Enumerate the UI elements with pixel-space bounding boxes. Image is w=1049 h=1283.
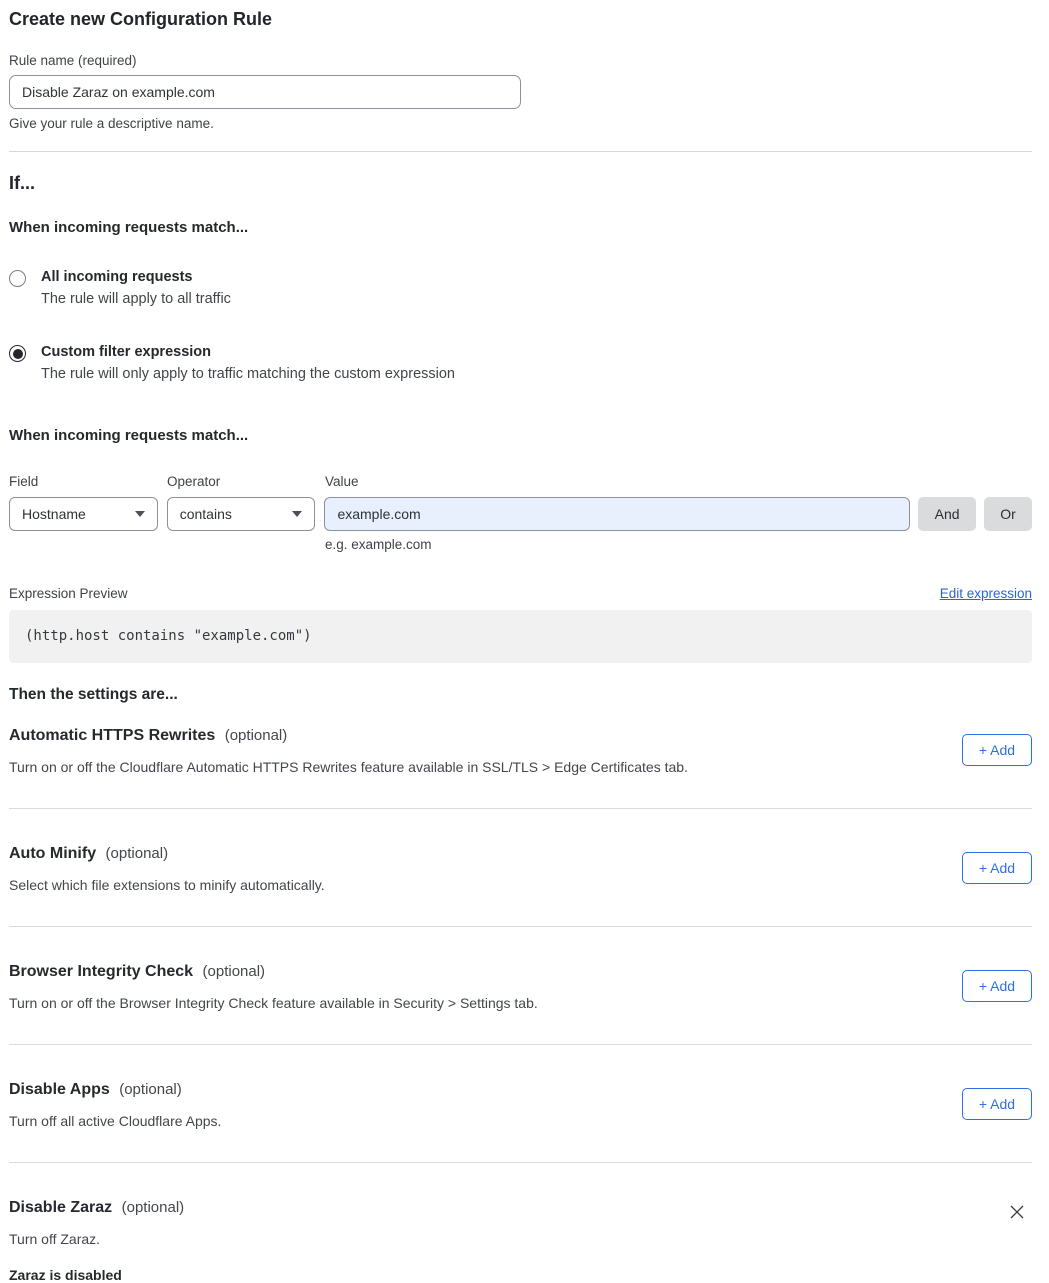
setting-automatic-https-rewrites (9, 704, 1032, 809)
value-label: Value (325, 474, 359, 489)
setting-optional-tag: (optional) (202, 963, 266, 980)
add-disable-apps-button[interactable]: + Add (962, 1088, 1032, 1120)
zaraz-status-text: Zaraz is disabled (9, 1267, 122, 1283)
setting-title: Disable Zaraz (9, 1199, 113, 1216)
add-auto-minify-button[interactable]: + Add (962, 852, 1032, 884)
if-heading: If... (9, 173, 35, 193)
chevron-down-icon (292, 511, 302, 517)
radio-all-incoming-label: All incoming requests (41, 269, 193, 285)
radio-custom-filter-description: The rule will only apply to traffic matching the custom expression (41, 366, 455, 382)
setting-optional-tag: (optional) (105, 845, 169, 862)
configuration-rule-form (9, 9, 1032, 1283)
remove-disable-zaraz-button[interactable] (1008, 1203, 1026, 1221)
and-button[interactable]: And (918, 497, 976, 531)
rule-name-helper: Give your rule a descriptive name. (9, 116, 214, 131)
field-select-value: Hostname (22, 506, 86, 522)
setting-description: Turn off Zaraz. (9, 1231, 101, 1247)
field-select[interactable] (9, 497, 158, 531)
setting-disable-apps (9, 1045, 1032, 1163)
field-label: Field (9, 474, 39, 489)
expression-preview-header (9, 586, 1032, 601)
operator-label: Operator (167, 474, 221, 489)
expression-preview-code: (http.host contains "example.com") (9, 610, 1032, 663)
setting-title: Browser Integrity Check (9, 963, 194, 980)
setting-description: Turn on or off the Browser Integrity Check feature available in Security > Settings tab. (9, 995, 538, 1011)
setting-optional-tag: (optional) (119, 1081, 182, 1098)
setting-optional-tag: (optional) (224, 727, 288, 744)
setting-description: Turn off all active Cloudflare Apps. (9, 1113, 222, 1129)
setting-description: Select which file extensions to minify automatically. (9, 877, 325, 893)
rule-name-input[interactable] (9, 75, 521, 109)
expression-builder-heading: When incoming requests match... (9, 427, 249, 444)
expression-builder-labels (9, 474, 1032, 489)
setting-title: Disable Apps (9, 1081, 110, 1098)
radio-all-incoming-requests[interactable] (9, 269, 1032, 307)
operator-select-value: contains (179, 506, 232, 522)
add-automatic-https-rewrites-button[interactable]: + Add (962, 734, 1032, 766)
radio-custom-filter-expression[interactable] (9, 344, 1032, 382)
setting-browser-integrity-check (9, 927, 1032, 1045)
setting-disable-zaraz (9, 1163, 1032, 1283)
close-icon (1008, 1203, 1026, 1221)
setting-optional-tag: (optional) (121, 1199, 185, 1216)
value-hint: e.g. example.com (325, 537, 432, 552)
page-title: Create new Configuration Rule (9, 9, 273, 29)
or-button[interactable]: Or (984, 497, 1032, 531)
radio-all-incoming-description: The rule will apply to all traffic (41, 291, 231, 307)
setting-description: Turn on or off the Cloudflare Automatic HTTPS Rewrites feature available in SSL/TLS > Edge Certificates tab. (9, 759, 688, 775)
radio-unselected-icon[interactable] (9, 270, 26, 287)
setting-title: Automatic HTTPS Rewrites (9, 727, 216, 744)
chevron-down-icon (135, 511, 145, 517)
radio-selected-icon[interactable] (9, 345, 26, 362)
value-input[interactable] (324, 497, 910, 531)
expression-builder-controls (9, 497, 1032, 531)
match-heading: When incoming requests match... (9, 219, 249, 236)
rule-name-label: Rule name (required) (9, 53, 137, 68)
expression-preview-label: Expression Preview (9, 586, 128, 601)
setting-title: Auto Minify (9, 845, 97, 862)
edit-expression-link[interactable]: Edit expression (939, 586, 1032, 601)
section-divider (9, 151, 1032, 152)
add-browser-integrity-check-button[interactable]: + Add (962, 970, 1032, 1002)
radio-custom-filter-label: Custom filter expression (41, 344, 212, 360)
setting-auto-minify (9, 809, 1032, 927)
operator-select[interactable] (167, 497, 316, 531)
settings-heading: Then the settings are... (9, 686, 178, 703)
